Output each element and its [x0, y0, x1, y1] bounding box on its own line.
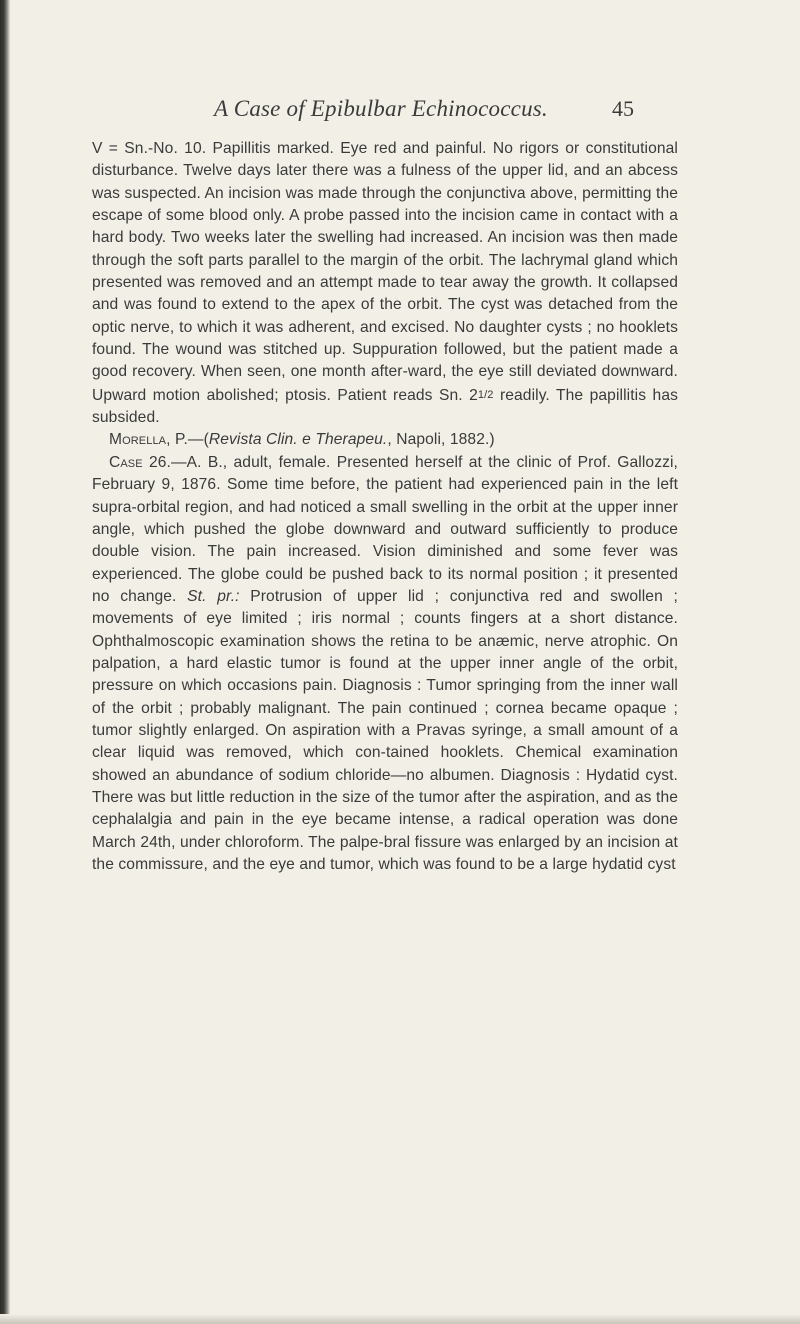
body-text	[92, 138, 678, 876]
page-number: 45	[612, 96, 634, 121]
case-label: Case	[109, 453, 143, 471]
paragraph-case-v	[92, 138, 678, 429]
paragraph-text-tail: readily. The papillitis has subsided.	[92, 386, 678, 427]
paragraph-text: 26.—A. B., adult, female. Presented herself at the clinic of Prof. Gallozzi, February 9, 1876. Some time before, the patient had experienced pain in the left supra-orbital region, and had noticed a small swelling in the orbit at the upper inner angle, which pushed the globe downward and outward sufficiently to produce double vision. The pain increased. Vision diminished and some fever was experienced. The globe could be pushed back to its normal position ; it presented no change.	[92, 453, 678, 605]
running-head	[0, 96, 800, 126]
citation-journal: Revista Clin. e Therapeu.	[208, 431, 388, 449]
citation-author: Morella, P.	[109, 431, 188, 449]
paragraph-case-26	[92, 452, 678, 877]
paragraph-citation	[92, 429, 678, 451]
running-title: A Case of Epibulbar Echinococcus.	[214, 96, 548, 121]
citation-tail: , Napoli, 1882.)	[387, 431, 495, 449]
paragraph-text: V = Sn.-No. 10. Papillitis marked. Eye red and painful. No rigors or constitutional disturbance. Twelve days later there was a fulness of the upper lid, and an abcess was suspected. An incision was made through the conjunctiva above, permitting the escape of some blood only. A probe passed into the incision came in contact with a hard body. Two weeks later the swelling had increased. An incision was then made through the soft parts parallel to the margin of the orbit. The lachrymal gland which presented was removed and an attempt made to tear away the growth. It collapsed and was found to extend to the apex of the orbit. The cyst was detached from the optic nerve, to which it was adherent, and excised. No daughter cysts ; no hooklets found. The wound was stitched up. Suppuration followed, but the patient made a good recovery. When seen, one month after-ward, the eye still deviated downward. Upward motion abolished; ptosis. Patient reads Sn. 2	[92, 140, 678, 404]
fraction: 1/2	[477, 388, 494, 401]
status-praesens-label: St. pr.:	[187, 587, 240, 605]
citation-separator: —(	[187, 431, 209, 449]
paragraph-text-continued: Protrusion of upper lid ; conjunctiva red and swollen ; movements of eye limited ; iris normal ; counts fingers at a short distance. Ophthalmoscopic examination shows the retina to be anæmic, nerve atrophic. On palpation, a hard elastic tumor is found at the upper inner angle of the orbit, pressure on which occasions pain. Diagnosis : Tumor springing from the inner wall of the orbit ; probably malignant. The pain continued ; cornea became opaque ; tumor slightly enlarged. On aspiration with a Pravas syringe, a small amount of a clear liquid was removed, which con-tained hooklets. Chemical examination showed an abundance of sodium chloride—no albumen. Diagnosis : Hydatid cyst. There was but little reduction in the size of the tumor after the aspiration, and as the cephalalgia and pain in the eye became intense, a radical operation was done March 24th, under chloroform. The palpe-bral fissure was enlarged by an incision at the commissure, and the eye and tumor, which was found to be a large hydatid cyst	[92, 587, 678, 873]
